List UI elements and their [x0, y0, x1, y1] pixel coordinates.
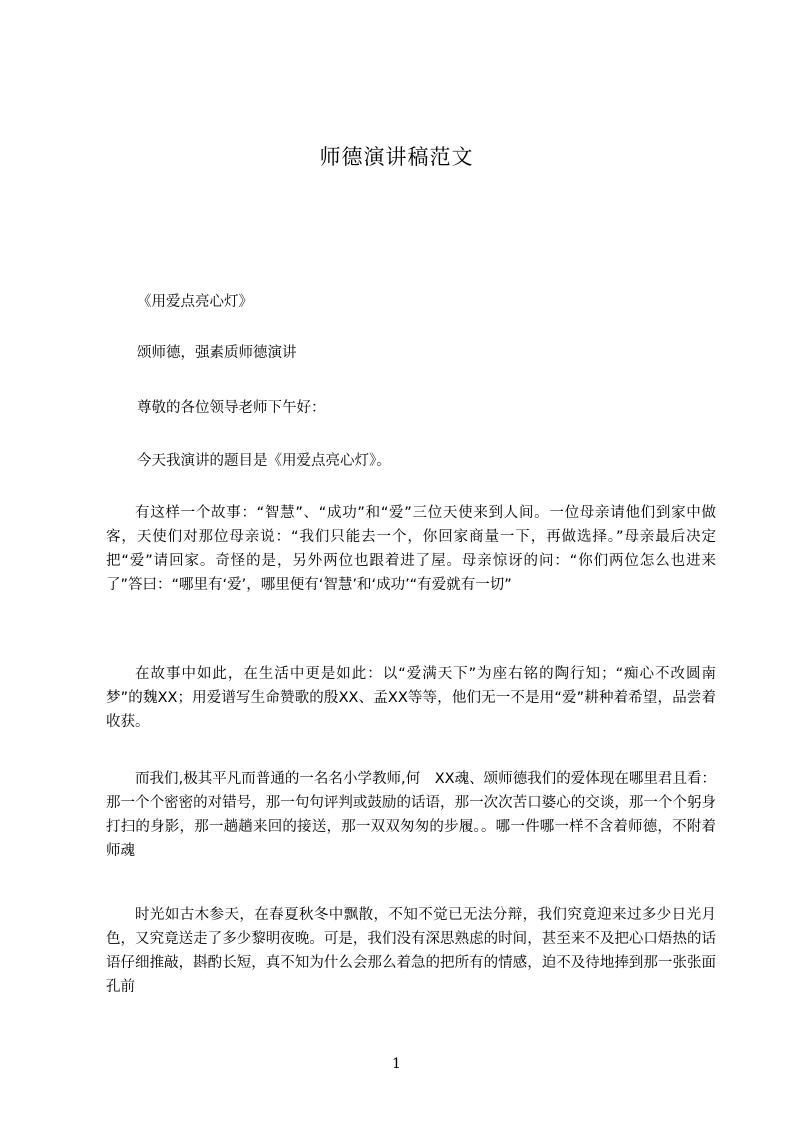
greeting-paragraph: 尊敬的各位领导老师下午好：	[137, 400, 326, 416]
topic-paragraph: 今天我演讲的题目是《用爱点亮心灯》。	[137, 453, 391, 469]
document-title: 师德演讲稿范文	[319, 145, 474, 169]
speech-title-paragraph: 《用爱点亮心灯》	[137, 294, 253, 310]
time-paragraph: 时光如古木参天，在春夏秋冬中飘散，不知不觉已无法分辩，我们究竟迎来过多少日光月色，又究竟送走了多少黎明夜晚。可是，我们没有深思熟虑的时间，甚至来不及把心口焐热的话语仔细推敲，斟酌长短，真不知为什么会那么着急的把所有的情感，迫不及待地捧到那一张张面孔前	[106, 907, 716, 995]
page-number: 1	[392, 1056, 401, 1072]
teachers-paragraph: 而我们,极其平凡而普通的一名名小学教师,何 XX魂、颂师德我们的爱体现在哪里君且看：那一个个密密的对错号，那一句句评判或鼓励的话语，那一次次苦口婆心的交谈，那一个个躬身打扫的身影，那一趟趟来回的接送，那一双双匆匆的步履。。哪一件哪一样不含着师德，不附着师魂	[106, 771, 716, 859]
story-paragraph: 有这样一个故事：“智慧”、“成功”和“爱”三位天使来到人间。一位母亲请他们到家中做客，天使们对那位母亲说：“我们只能去一个，你回家商量一下，再做选择。”母亲最后决定把“爱”请回家。奇怪的是，另外两位也跟着进了屋。母亲惊讶的问：“你们两位怎么也进来了”答曰：“哪里有‘爱’，哪里便有‘智慧’和‘成功’“有爱就有一切”	[106, 505, 716, 593]
subtitle-paragraph: 颂师德，强素质师德演讲	[137, 345, 297, 361]
examples-paragraph: 在故事中如此，在生活中更是如此：以“爱满天下”为座右铭的陶行知；“痴心不改圆南梦”的魏XX；用爱谱写生命赞歌的殷XX、孟XX等等，他们无一不是用“爱”耕种着希望，品尝着收获。	[106, 666, 716, 730]
